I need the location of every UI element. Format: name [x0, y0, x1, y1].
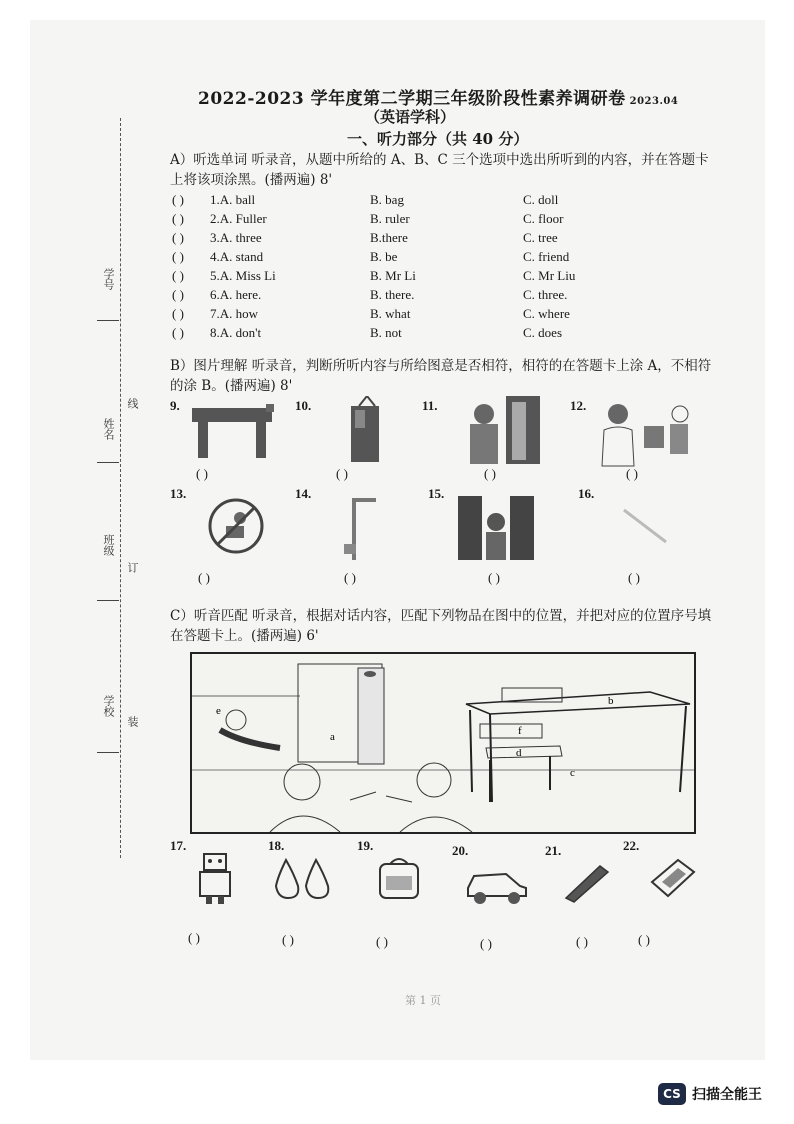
option-a: 4.A. stand	[210, 249, 264, 264]
item-number: 10.	[295, 398, 312, 413]
ruler-picture	[620, 506, 670, 546]
answer-paren: ( )	[484, 466, 496, 481]
answer-paren: ( )	[376, 934, 388, 949]
answer-paren: ( )	[626, 466, 638, 481]
marker-icon	[560, 858, 612, 904]
item-number: 21.	[545, 843, 562, 858]
seal-char-xian: 线	[126, 398, 139, 409]
label-name: 姓名	[102, 418, 115, 440]
class-blank	[97, 600, 119, 601]
option-c: C. friend	[523, 249, 570, 264]
answer-paren: ( )	[480, 936, 492, 951]
label-class: 班级	[102, 534, 115, 556]
school-blank	[97, 752, 119, 753]
table-picture	[188, 402, 278, 462]
pears-icon	[272, 856, 334, 900]
exam-date: 2023.04	[629, 96, 679, 107]
part-a-instruction: A）听选单词 听录音，从题中所给的 A、B、C 三个选项中选出所听到的内容，并在答题卡上将该项涂黑。(播两遍) 8'	[170, 152, 709, 188]
option-a: 2.A. Fuller	[210, 211, 267, 226]
exam-title: 2022-2023 学年度第二学期三年级阶段性素养调研卷 2023.04	[198, 89, 679, 109]
binding-line	[120, 118, 121, 858]
option-b: B. Mr Li	[370, 268, 416, 283]
answer-paren: ( )	[344, 570, 356, 585]
subject-label: （英语学科）	[365, 108, 456, 126]
scene-letter: f	[518, 725, 522, 737]
answer-paren: ( )	[172, 268, 184, 283]
option-c: C. where	[523, 306, 570, 321]
option-c: C. tree	[523, 230, 558, 245]
item-number: 12.	[570, 398, 587, 413]
item-number: 14.	[295, 486, 312, 501]
option-a: 7.A. how	[210, 306, 259, 321]
option-b: B. there.	[370, 287, 415, 302]
camscanner-logo-icon: CS	[658, 1083, 686, 1105]
scanner-watermark	[658, 1083, 762, 1105]
schoolbag-icon	[374, 854, 428, 902]
pencil-box-icon	[648, 852, 698, 904]
answer-paren: ( )	[172, 249, 184, 264]
answer-paren: ( )	[172, 211, 184, 226]
option-b: B. what	[370, 306, 411, 321]
item-number: 19.	[357, 838, 374, 853]
scene-letter: c	[570, 767, 575, 779]
watermark-text: 扫描全能王	[692, 1087, 762, 1103]
open-door-picture	[338, 494, 378, 562]
item-number: 13.	[170, 486, 187, 501]
item-number: 20.	[452, 843, 469, 858]
option-b: B. bag	[370, 192, 404, 207]
label-school: 学校	[102, 695, 115, 717]
answer-paren: ( )	[628, 570, 640, 585]
classroom-scene	[190, 652, 696, 834]
item-number: 16.	[578, 486, 595, 501]
boy-in-doorway-picture	[456, 492, 536, 564]
item-number: 22.	[623, 838, 640, 853]
answer-paren: ( )	[172, 306, 184, 321]
option-a: 6.A. here.	[210, 287, 262, 302]
answer-paren: ( )	[282, 932, 294, 947]
part-b-instruction: B）图片理解 听录音，判断所听内容与所给图意是否相符，相符的在答题卡上涂 A，不相符的涂 B。(播两遍) 8'	[170, 358, 712, 394]
option-b: B.there	[370, 230, 408, 245]
item-number: 17.	[170, 838, 187, 853]
scene-letter: a	[330, 731, 335, 743]
item-number: 11.	[422, 398, 438, 413]
option-c: C. Mr Liu	[523, 268, 576, 283]
option-a: 3.A. three	[210, 230, 262, 245]
door-picture	[345, 396, 385, 466]
answer-paren: ( )	[172, 192, 184, 207]
answer-paren: ( )	[172, 287, 184, 302]
answer-paren: ( )	[172, 230, 184, 245]
answer-paren: ( )	[638, 932, 650, 947]
no-sitting-sign-picture	[206, 496, 266, 556]
answer-paren: ( )	[488, 570, 500, 585]
option-a: 8.A. don't	[210, 325, 262, 340]
option-a: 5.A. Miss Li	[210, 268, 276, 283]
scene-letter: b	[608, 695, 614, 707]
scene-letter: d	[516, 747, 522, 759]
section-title: 一、听力部分（共 40 分）	[347, 130, 529, 148]
answer-paren: ( )	[172, 325, 184, 340]
robot-icon	[192, 850, 238, 906]
girl-at-door-picture	[456, 394, 546, 466]
option-b: B. be	[370, 249, 398, 264]
answer-paren: ( )	[196, 466, 208, 481]
item-number: 15.	[428, 486, 445, 501]
seal-char-ding: 订	[126, 562, 139, 573]
label-student-number: 学号	[102, 268, 115, 290]
answer-paren: ( )	[188, 930, 200, 945]
answer-paren: ( )	[198, 570, 210, 585]
answer-paren: ( )	[336, 466, 348, 481]
toy-car-icon	[464, 864, 530, 906]
part-c-instruction: C）听音匹配 听录音，根据对话内容，匹配下列物品在图中的位置，并把对应的位置序号填在答题卡上。(播两遍) 6'	[170, 608, 712, 644]
seal-char-zhuang: 装	[126, 716, 139, 727]
option-b: B. ruler	[370, 211, 410, 226]
teacher-and-boy-picture	[600, 400, 695, 468]
item-number: 9.	[170, 398, 180, 413]
option-c: C. three.	[523, 287, 568, 302]
name-blank	[97, 462, 119, 463]
option-b: B. not	[370, 325, 402, 340]
option-c: C. does	[523, 325, 562, 340]
scene-letter: e	[216, 705, 221, 717]
option-a: 1.A. ball	[210, 192, 256, 207]
option-c: C. floor	[523, 211, 564, 226]
page-number: 第 1 页	[405, 994, 441, 1007]
answer-paren: ( )	[576, 934, 588, 949]
item-number: 18.	[268, 838, 285, 853]
student-number-blank	[97, 320, 119, 321]
option-c: C. doll	[523, 192, 559, 207]
